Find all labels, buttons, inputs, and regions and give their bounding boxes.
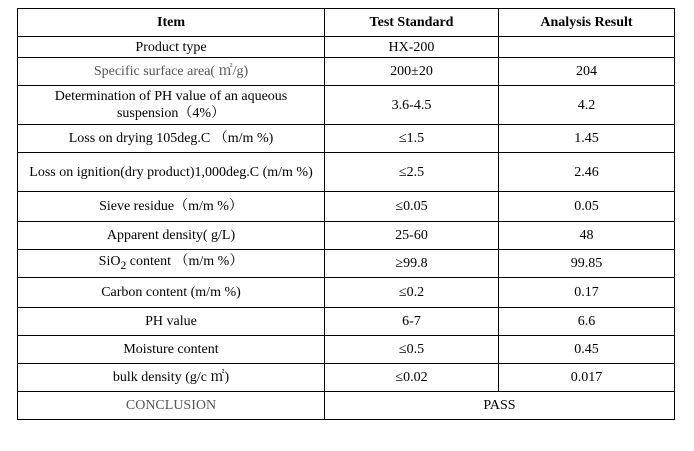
header-analysis-result: Analysis Result (499, 9, 675, 37)
standard-cell: ≥99.8 (325, 250, 499, 278)
result-cell: 99.85 (499, 250, 675, 278)
table-row (18, 125, 675, 153)
conclusion-value: PASS (325, 392, 675, 420)
standard-cell: ≤0.2 (325, 278, 499, 308)
table-row (18, 86, 675, 125)
table-row (18, 250, 675, 278)
header-item: Item (18, 9, 325, 37)
table-row (18, 192, 675, 222)
standard-cell: 200±20 (325, 58, 499, 86)
header-row (18, 9, 675, 37)
item-cell: Product type (18, 37, 325, 58)
standard-cell: ≤0.02 (325, 364, 499, 392)
result-cell: 4.2 (499, 86, 675, 125)
item-text: content （m/m %） (126, 254, 244, 270)
item-cell: PH value (18, 308, 325, 336)
item-cell: Sieve residue（m/m %） (18, 192, 325, 222)
table-row (18, 153, 675, 192)
result-cell: 0.17 (499, 278, 675, 308)
table-row (18, 308, 675, 336)
result-cell: 0.45 (499, 336, 675, 364)
item-cell: bulk density (g/c ㎡) (18, 364, 325, 392)
result-cell: 1.45 (499, 125, 675, 153)
item-cell (18, 250, 325, 278)
conclusion-row (18, 392, 675, 420)
item-text: SiO (98, 254, 121, 270)
standard-cell: ≤1.5 (325, 125, 499, 153)
item-cell: Specific surface area( ㎡/g) (18, 58, 325, 86)
standard-cell: ≤0.5 (325, 336, 499, 364)
result-cell: 48 (499, 222, 675, 250)
standard-cell: ≤2.5 (325, 153, 499, 192)
item-cell: Loss on drying 105deg.C （m/m %) (18, 125, 325, 153)
result-cell (499, 37, 675, 58)
standard-cell: 6-7 (325, 308, 499, 336)
table-row (18, 278, 675, 308)
result-cell: 6.6 (499, 308, 675, 336)
item-cell: Determination of PH value of an aqueous suspension（4%） (18, 86, 325, 125)
item-cell: Carbon content (m/m %) (18, 278, 325, 308)
item-cell: Moisture content (18, 336, 325, 364)
standard-cell: 3.6-4.5 (325, 86, 499, 125)
table-row (18, 336, 675, 364)
result-cell: 0.05 (499, 192, 675, 222)
result-cell: 0.017 (499, 364, 675, 392)
analysis-table (17, 8, 675, 420)
item-cell: Apparent density( g/L) (18, 222, 325, 250)
result-cell: 2.46 (499, 153, 675, 192)
standard-cell: 25-60 (325, 222, 499, 250)
table-row (18, 222, 675, 250)
table-row (18, 58, 675, 86)
header-test-standard: Test Standard (325, 9, 499, 37)
standard-cell: HX-200 (325, 37, 499, 58)
result-cell: 204 (499, 58, 675, 86)
table-row (18, 37, 675, 58)
item-cell: Loss on ignition(dry product)1,000deg.C (m/m %) (18, 153, 325, 192)
subscript-text: 2 (120, 258, 127, 272)
conclusion-label: CONCLUSION (18, 392, 325, 420)
table-row (18, 364, 675, 392)
standard-cell: ≤0.05 (325, 192, 499, 222)
